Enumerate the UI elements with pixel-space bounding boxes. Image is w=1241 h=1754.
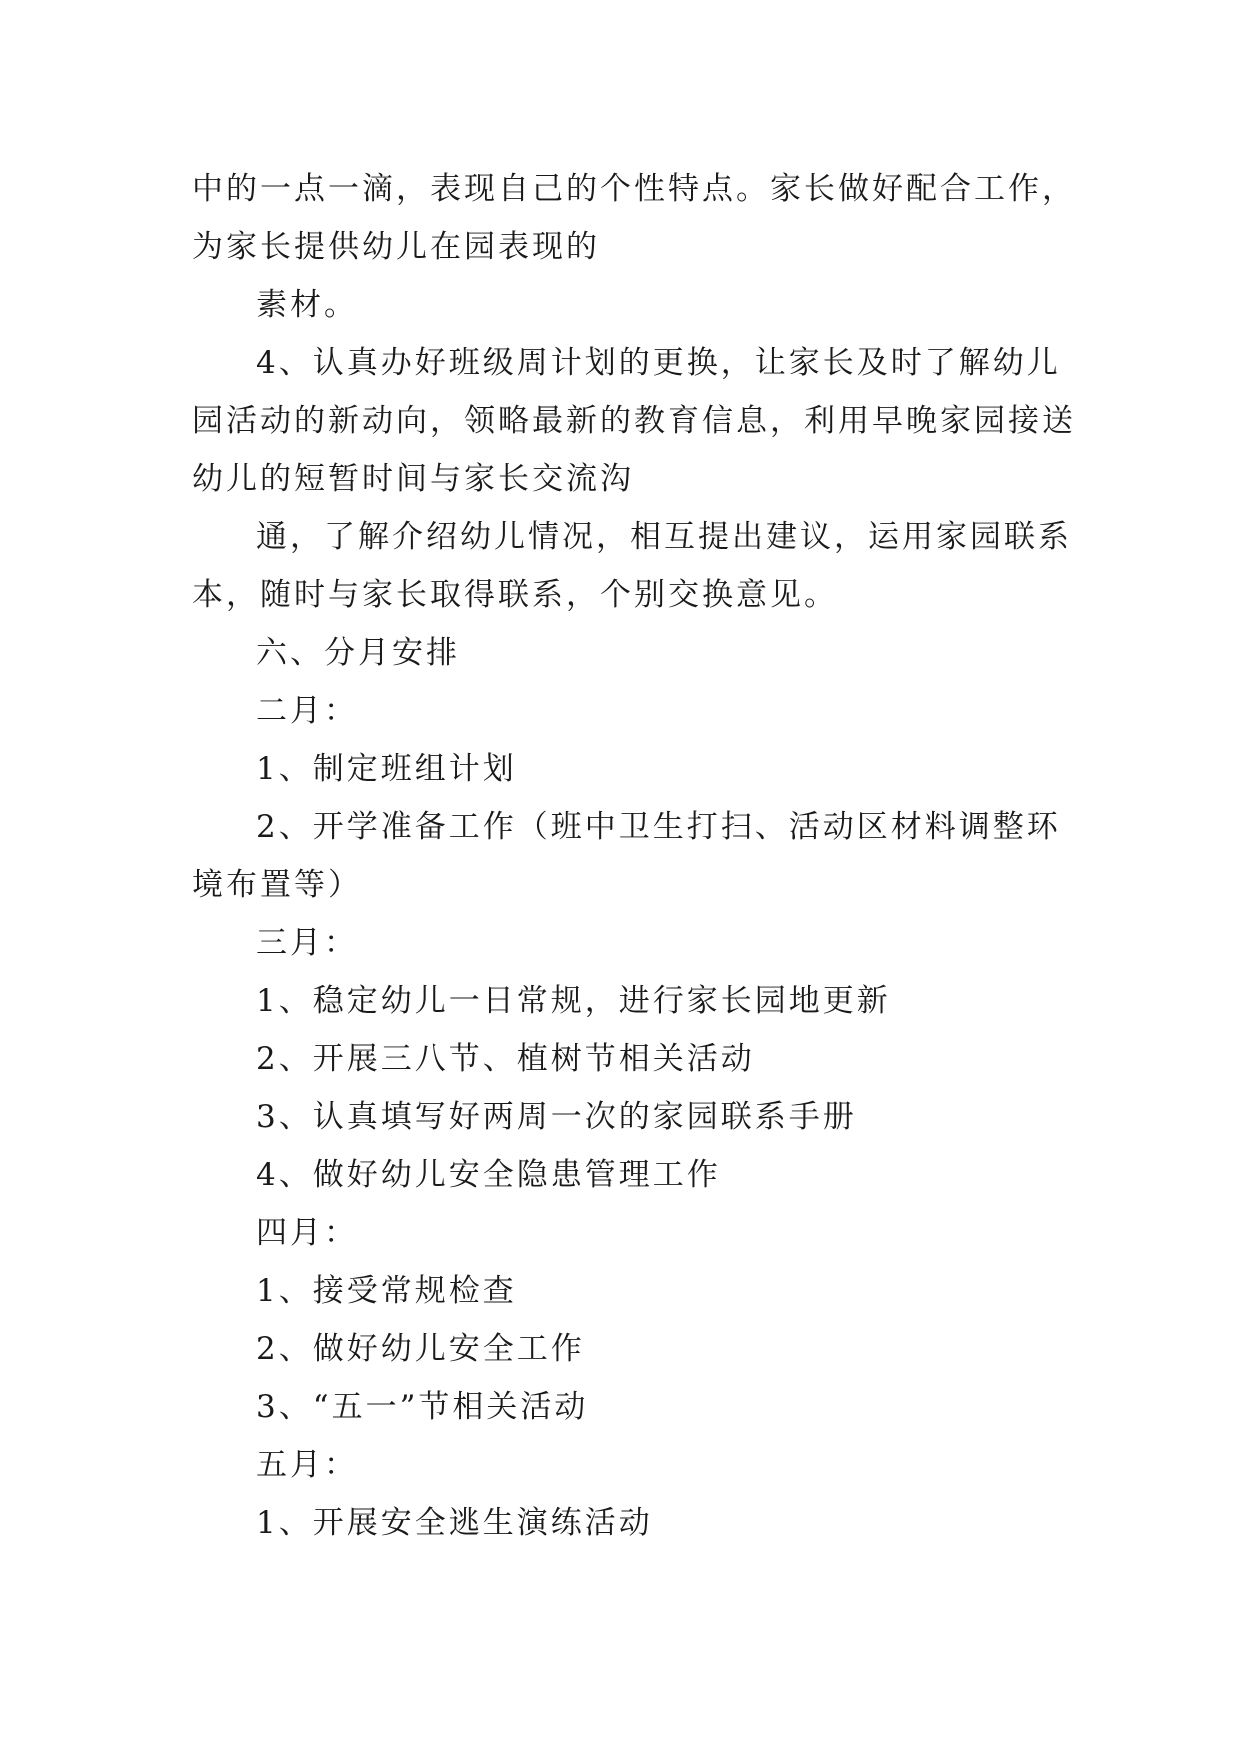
text-line: 本，随时与家长取得联系，个别交换意见。 [192, 577, 838, 613]
text-line: 素材。 [256, 287, 358, 323]
list-item: 3、“五一”节相关活动 [256, 1389, 589, 1425]
list-item: 4、做好幼儿安全隐患管理工作 [256, 1157, 721, 1193]
text-line: 园活动的新动向，领略最新的教育信息，利用早晚家园接送 [192, 403, 1076, 439]
list-item: 1、开展安全逃生演练活动 [256, 1505, 653, 1541]
text-line: 通，了解介绍幼儿情况，相互提出建议，运用家园联系 [256, 519, 1072, 555]
list-item: 1、制定班组计划 [256, 751, 517, 787]
section-heading: 六、分月安排 [256, 635, 460, 671]
text-line: 为家长提供幼儿在园表现的 [192, 229, 600, 265]
month-heading: 五月： [256, 1447, 358, 1483]
month-heading: 三月： [256, 925, 358, 961]
document-body [192, 160, 1076, 1552]
text-line: 幼儿的短暂时间与家长交流沟 [192, 461, 634, 497]
text-line: 中的一点一滴，表现自己的个性特点。家长做好配合工作， [192, 171, 1076, 207]
list-item: 3、认真填写好两周一次的家园联系手册 [256, 1099, 857, 1135]
list-item: 2、做好幼儿安全工作 [256, 1331, 585, 1367]
list-item: 1、接受常规检查 [256, 1273, 517, 1309]
month-heading: 二月： [256, 693, 358, 729]
text-line: 4、认真办好班级周计划的更换，让家长及时了解幼儿 [256, 345, 1061, 381]
list-item: 2、开展三八节、植树节相关活动 [256, 1041, 755, 1077]
month-heading: 四月： [256, 1215, 358, 1251]
list-item: 1、稳定幼儿一日常规，进行家长园地更新 [256, 983, 891, 1019]
list-item: 2、开学准备工作（班中卫生打扫、活动区材料调整环 [256, 809, 1061, 845]
text-line: 境布置等） [192, 867, 362, 903]
